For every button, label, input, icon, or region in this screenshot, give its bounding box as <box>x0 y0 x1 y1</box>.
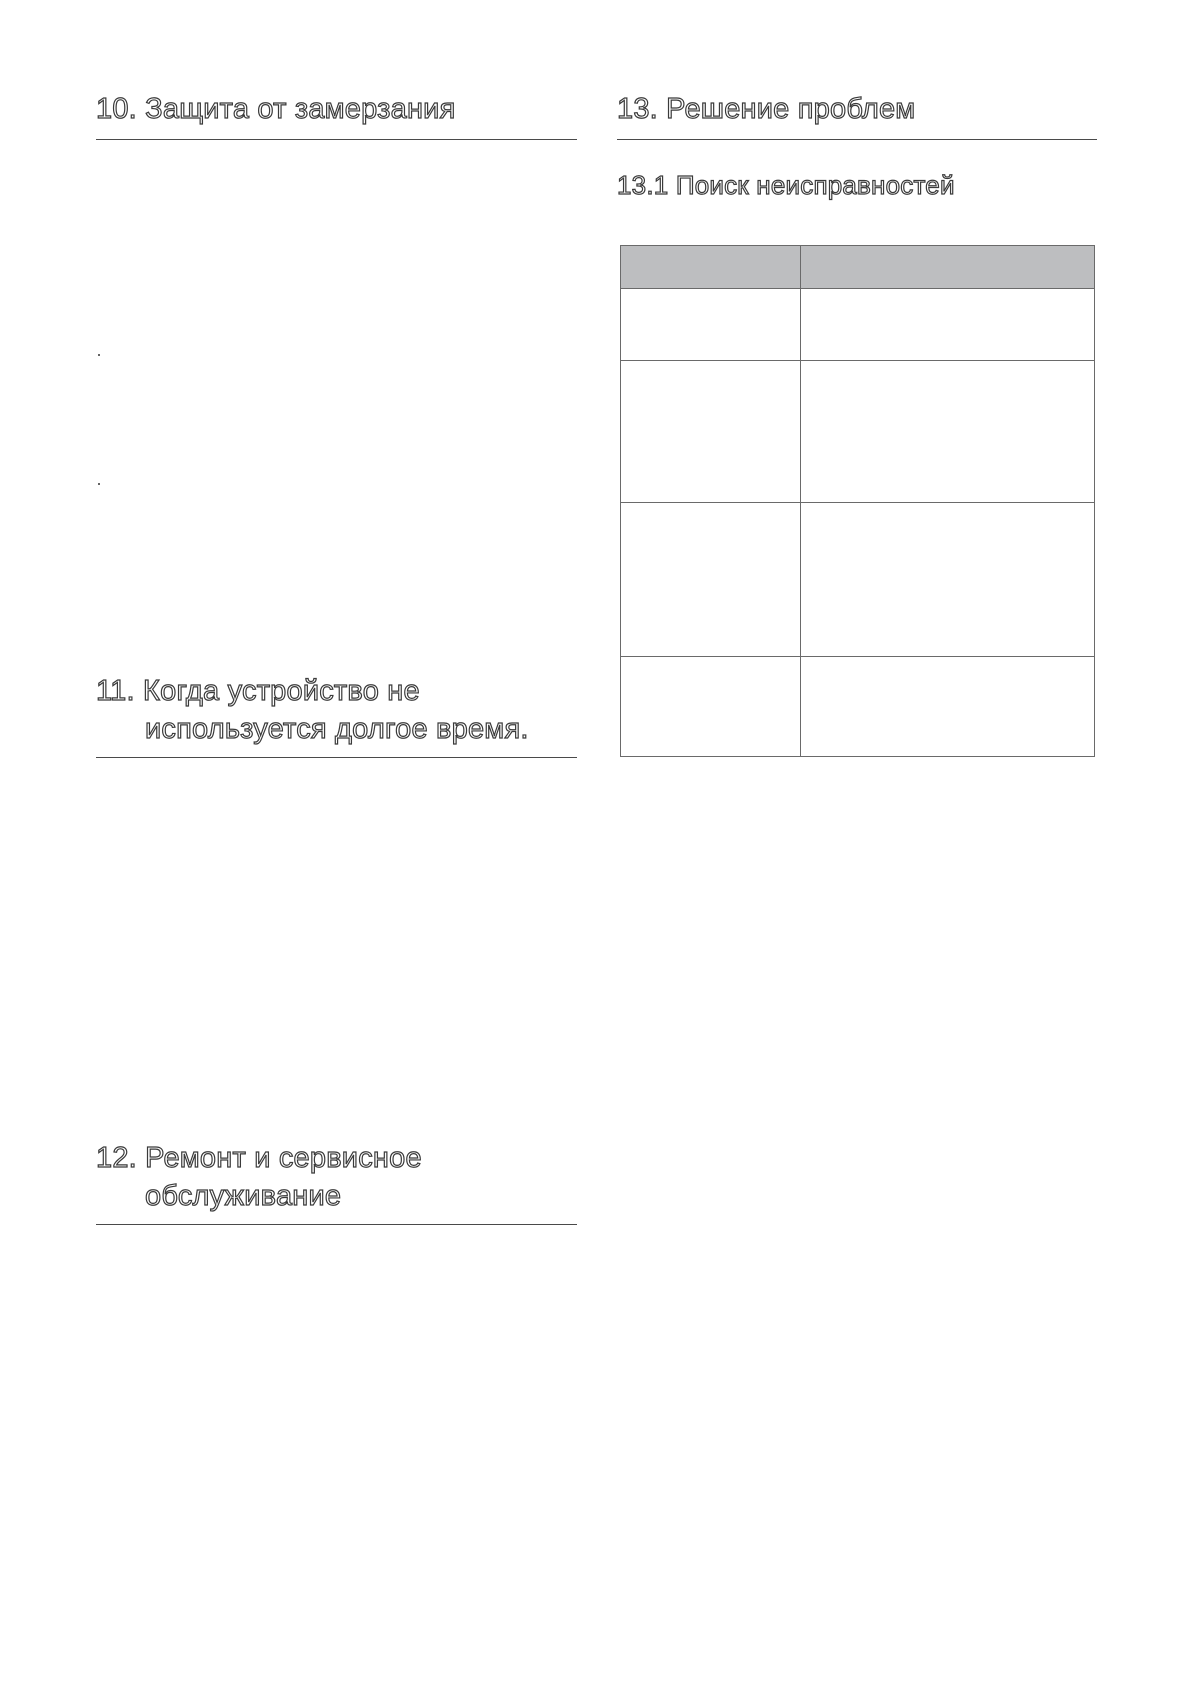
table-cell <box>801 657 1095 757</box>
table-row <box>621 657 1095 757</box>
section-13-rule <box>617 139 1097 140</box>
section-11-title <box>96 672 529 749</box>
table-header-cell <box>621 246 801 289</box>
section-11-title-line1: 11. Когда устройство не <box>96 675 420 707</box>
table-row <box>621 361 1095 503</box>
section-11-rule <box>96 757 577 758</box>
table-row <box>621 503 1095 657</box>
table-cell <box>621 657 801 757</box>
section-13-title: 13. Решение проблем <box>617 93 916 125</box>
table-header-cell <box>801 246 1095 289</box>
table-cell <box>621 503 801 657</box>
section-12-title-line2: обслуживание <box>145 1180 342 1213</box>
table-cell <box>621 289 801 361</box>
bullet-dot <box>98 483 100 485</box>
section-10-title: 10. Защита от замерзания <box>96 93 456 125</box>
table-header-row <box>621 246 1095 289</box>
section-12-rule <box>96 1224 577 1225</box>
table-cell <box>801 361 1095 503</box>
section-12-title-line1: 12. Ремонт и сервисное <box>96 1142 422 1174</box>
troubleshooting-table <box>620 245 1095 757</box>
section-11-title-line2: используется долгое время. <box>145 713 529 746</box>
bullet-dot <box>98 354 100 356</box>
table-row <box>621 289 1095 361</box>
section-12-title <box>96 1139 422 1216</box>
table-cell <box>801 289 1095 361</box>
section-10-rule <box>96 139 577 140</box>
table-cell <box>621 361 801 503</box>
table-cell <box>801 503 1095 657</box>
section-13-1-subtitle: 13.1 Поиск неисправностей <box>617 170 955 200</box>
